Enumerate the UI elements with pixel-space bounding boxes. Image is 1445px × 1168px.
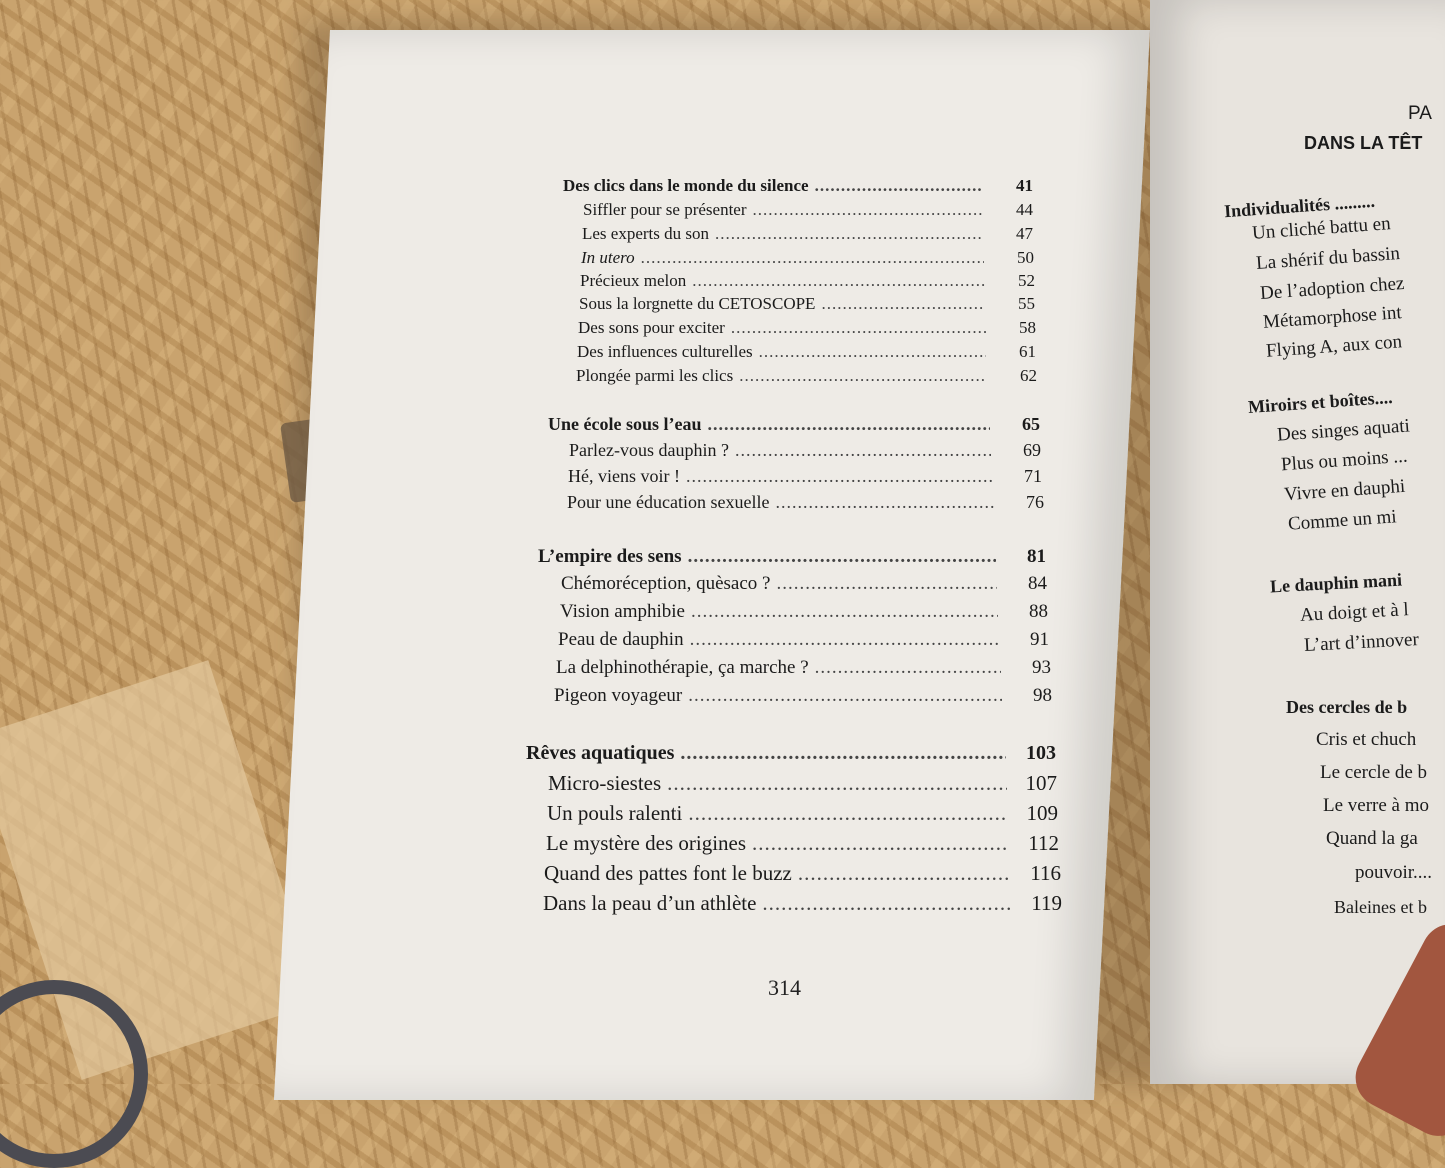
toc-page: 55: [1018, 294, 1035, 313]
toc-entry: [582, 224, 1033, 244]
toc-page: 109: [1026, 801, 1058, 825]
toc-entry: [526, 742, 1056, 765]
toc-entry: [567, 492, 1044, 513]
toc-entry: [561, 573, 1047, 595]
leader-dots: [775, 492, 994, 513]
toc-title: Parlez-vous dauphin ?: [569, 440, 729, 460]
toc-page: 50: [1017, 248, 1034, 267]
toc-title: Des sons pour exciter: [578, 318, 725, 337]
leader-dots: [731, 318, 986, 338]
toc-title: Plongée parmi les clics: [576, 366, 734, 385]
toc-entry: [543, 891, 1062, 916]
toc-line: Miroirs et boîtes....: [1247, 386, 1394, 418]
part-title: DANS LA TÊT: [1304, 133, 1423, 153]
toc-entry: [581, 248, 1034, 268]
toc-title: Un pouls ralenti: [547, 801, 683, 825]
leader-dots: [688, 546, 996, 568]
leader-dots: [798, 861, 1011, 886]
toc-page: 52: [1018, 271, 1035, 290]
toc-entry: [568, 466, 1042, 487]
toc-title: Pour une éducation sexuelle: [567, 492, 770, 512]
toc-title: Les experts du son: [582, 224, 710, 243]
page-number: 314: [768, 975, 801, 1000]
toc-title: Rêves aquatiques: [526, 742, 675, 764]
toc-title: Quand des pattes font le buzz: [544, 861, 792, 885]
toc-title: Sous la lorgnette du CETOSCOPE: [579, 294, 816, 313]
toc-line: La shérif du bassin: [1255, 243, 1401, 275]
leader-dots: [641, 248, 984, 268]
leader-dots: [688, 685, 1002, 707]
toc-entry: [546, 831, 1059, 856]
toc-line: Flying A, aux con: [1265, 331, 1403, 362]
toc-line: Individualités .........: [1223, 190, 1376, 222]
toc-title: Siffler pour se présenter: [583, 200, 747, 219]
toc-page: 91: [1030, 629, 1049, 650]
toc-page: 93: [1032, 657, 1051, 678]
toc-line: Le dauphin mani: [1269, 569, 1403, 597]
leader-dots: [690, 629, 999, 651]
toc-title: Précieux melon: [580, 271, 687, 290]
toc-line: Vivre en dauphi: [1283, 475, 1406, 506]
toc-entry: [580, 271, 1035, 291]
toc-entry: [556, 657, 1051, 679]
toc-entry: [577, 342, 1036, 362]
leader-dots: [707, 414, 990, 435]
toc-title: L’empire des sens: [538, 546, 682, 567]
leader-dots: [752, 831, 1009, 856]
leader-dots: [815, 657, 1001, 679]
toc-line: Comme un mi: [1287, 506, 1398, 535]
toc-page: 65: [1022, 414, 1040, 434]
toc-line: Le verre à mo: [1323, 795, 1430, 816]
toc-page: 116: [1030, 861, 1061, 885]
toc-title: Chémoréception, quèsaco ?: [561, 573, 771, 594]
leader-dots: [762, 891, 1012, 916]
toc-page: 81: [1027, 546, 1046, 567]
leader-dots: [759, 342, 986, 362]
toc-page: 84: [1028, 573, 1047, 594]
toc-page: 44: [1016, 200, 1033, 219]
toc-page: 98: [1033, 685, 1052, 706]
toc-line: Plus ou moins ...: [1280, 445, 1409, 476]
leader-dots: [735, 440, 991, 461]
leader-dots: [680, 742, 1006, 765]
toc-line: Au doigt et à l: [1299, 599, 1410, 626]
leader-dots: [667, 771, 1007, 796]
leader-dots: [692, 271, 985, 291]
toc-line: Le cercle de b: [1320, 762, 1428, 783]
toc-page: 119: [1031, 891, 1062, 915]
toc-entry: [563, 176, 1033, 196]
toc-entry: [579, 294, 1035, 314]
toc-entry: [548, 771, 1057, 796]
toc-page: 69: [1023, 440, 1041, 460]
toc-title: Le mystère des origines: [546, 831, 747, 855]
toc-page: 47: [1016, 224, 1033, 243]
toc-line: Quand la ga: [1326, 828, 1418, 849]
toc-line: Un cliché battu en: [1251, 213, 1392, 244]
toc-page: 71: [1024, 466, 1042, 486]
toc-title: Hé, viens voir !: [568, 466, 680, 486]
toc-entry: [538, 546, 1046, 568]
toc-page: 76: [1026, 492, 1044, 512]
toc-page: 88: [1029, 601, 1048, 622]
toc-line: Métamorphose int: [1262, 302, 1403, 333]
toc-title: La delphinothérapie, ça marche ?: [556, 657, 809, 678]
toc-title: Une école sous l’eau: [548, 414, 702, 434]
toc-entry: [547, 801, 1058, 826]
toc-line: Baleines et b: [1334, 897, 1427, 917]
toc-line: Cris et chuch: [1316, 729, 1417, 750]
toc-page: 62: [1020, 366, 1037, 385]
toc-entry: [554, 685, 1052, 707]
toc-entry: [558, 629, 1049, 651]
leader-dots: [739, 366, 987, 386]
toc-title: Peau de dauphin: [558, 629, 684, 650]
toc-line: Des singes aquati: [1276, 415, 1411, 446]
toc-entry: [583, 200, 1033, 220]
leader-dots: [821, 294, 985, 314]
leader-dots: [691, 601, 998, 623]
leader-dots: [688, 801, 1008, 826]
toc-line: Des cercles de b: [1286, 697, 1408, 717]
toc-title: Dans la peau d’un athlète: [543, 891, 757, 915]
toc-page: 41: [1016, 176, 1033, 195]
toc-entry: [560, 601, 1048, 623]
toc-title: Vision amphibie: [560, 601, 685, 622]
leader-dots: [715, 224, 983, 244]
toc-line: L’art d’innover: [1303, 629, 1420, 656]
leader-dots: [815, 176, 983, 196]
leader-dots: [776, 573, 997, 595]
toc-line: pouvoir....: [1355, 862, 1433, 883]
toc-page: 112: [1028, 831, 1059, 855]
leader-dots: [753, 200, 984, 220]
leader-dots: [686, 466, 992, 487]
toc-title: In utero: [581, 248, 635, 267]
toc-line: De l’adoption chez: [1259, 272, 1406, 305]
toc-entry: [576, 366, 1037, 386]
toc-page: 58: [1019, 318, 1036, 337]
toc-title: Micro-siestes: [548, 771, 662, 795]
toc-title: Pigeon voyageur: [554, 685, 683, 706]
toc-entry: [578, 318, 1036, 338]
part-label: PA: [1408, 103, 1432, 124]
toc-page: 103: [1026, 742, 1056, 764]
toc-page: 61: [1019, 342, 1036, 361]
toc-page: 107: [1025, 771, 1057, 795]
toc-title: Des clics dans le monde du silence: [563, 176, 809, 195]
toc-entry: [544, 861, 1061, 886]
toc-title: Des influences culturelles: [577, 342, 753, 361]
toc-entry: [548, 414, 1040, 435]
toc-entry: [569, 440, 1041, 461]
